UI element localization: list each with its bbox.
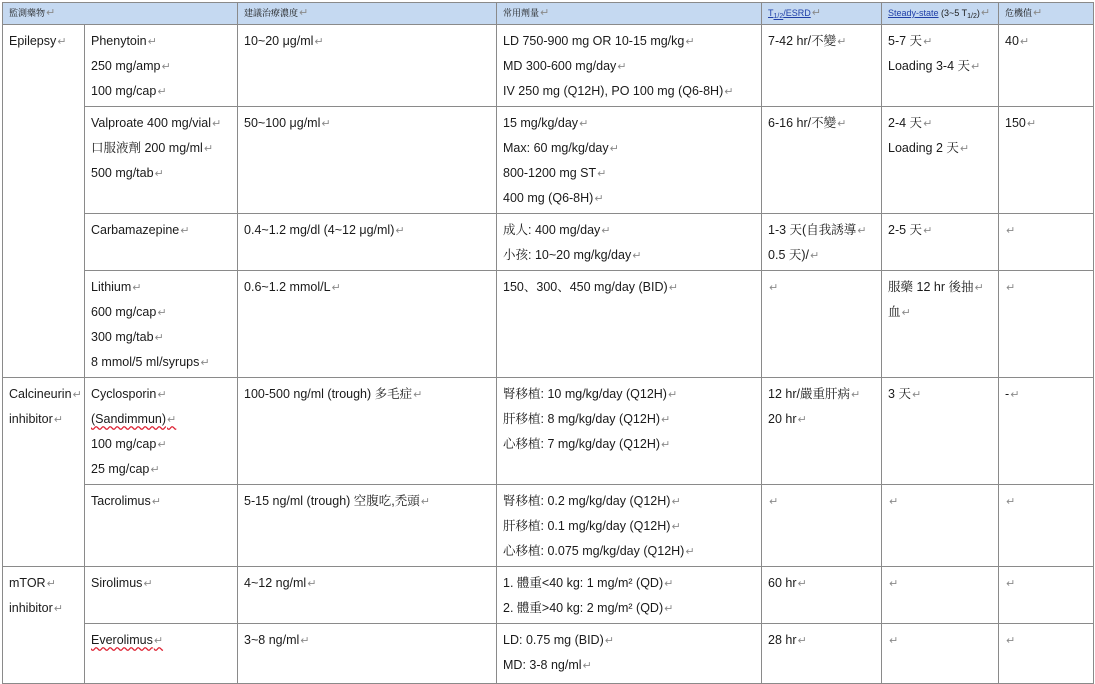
concentration-cell: 10~20 μg/ml↵ — [238, 25, 497, 107]
paragraph-mark: ↵ — [1006, 225, 1016, 237]
paragraph-mark: ↵ — [594, 193, 604, 205]
steady-state-cell: 服藥 12 hr 後抽↵ 血↵ — [882, 271, 999, 378]
steady-state-cell: 2-4 天↵ Loading 2 天↵ — [882, 107, 999, 214]
paragraph-mark: ↵ — [1006, 282, 1016, 294]
half-life-cell: 1-3 天(自我誘導↵ 0.5 天)/↵ — [762, 214, 882, 271]
steady-state-cell: 5-7 天↵ Loading 3-4 天↵ — [882, 25, 999, 107]
paragraph-mark: ↵ — [901, 307, 911, 319]
dose-cell: LD 750-900 mg OR 10-15 mg/kg↵ MD 300-600 mg/day↵ IV 250 mg (Q12H), PO 100 mg (Q6-8H)↵ — [497, 25, 762, 107]
paragraph-mark: ↵ — [395, 225, 405, 237]
paragraph-mark: ↵ — [147, 36, 157, 48]
paragraph-mark: ↵ — [601, 225, 611, 237]
steady-state-cell: 3 天↵ — [882, 378, 999, 485]
paragraph-mark: ↵ — [180, 225, 190, 237]
table-row — [3, 567, 1094, 624]
paragraph-mark: ↵ — [413, 389, 423, 401]
paragraph-mark: ↵ — [150, 464, 160, 476]
half-life-cell: 7-42 hr/不變↵ — [762, 25, 882, 107]
table-row — [3, 25, 1094, 107]
paragraph-mark: ↵ — [157, 439, 167, 451]
dose-cell: 腎移植: 0.2 mg/kg/day (Q12H)↵ 肝移植: 0.1 mg/kg/day (Q12H)↵ 心移植: 0.075 mg/kg/day (Q12H)↵ — [497, 485, 762, 567]
table-row — [3, 485, 1094, 567]
paragraph-mark: ↵ — [632, 250, 642, 262]
concentration-cell: 0.6~1.2 mmol/L↵ — [238, 271, 497, 378]
drug-cell: Everolimus↵ — [85, 624, 238, 684]
table-row — [3, 378, 1094, 485]
paragraph-mark: ↵ — [582, 660, 592, 672]
group-label: Epilepsy↵ — [9, 34, 67, 48]
paragraph-mark: ↵ — [143, 578, 153, 590]
critical-value-cell: 40↵ — [999, 25, 1094, 107]
tdm-table — [2, 2, 1094, 684]
paragraph-mark: ↵ — [331, 282, 341, 294]
group-label: inhibitor↵ — [9, 601, 63, 615]
group-calcineurin — [3, 378, 85, 567]
steady-state-cell — [882, 624, 999, 684]
paragraph-mark: ↵ — [321, 118, 331, 130]
header-dose: 常用劑量↵ — [497, 3, 762, 25]
table-row — [3, 271, 1094, 378]
half-life-cell — [762, 271, 882, 378]
paragraph-mark: ↵ — [923, 118, 933, 130]
drug-cell: Valproate 400 mg/vial↵ 口服液劑 200 mg/ml↵ 500 mg/tab↵ — [85, 107, 238, 214]
paragraph-mark: ↵ — [157, 86, 167, 98]
paragraph-mark: ↵ — [609, 143, 619, 155]
drug-cell: Tacrolimus↵ — [85, 485, 238, 567]
critical-value-cell — [999, 485, 1094, 567]
paragraph-mark: ↵ — [837, 118, 847, 130]
paragraph-mark: ↵ — [667, 389, 678, 401]
paragraph-mark: ↵ — [889, 635, 899, 647]
steady-state-cell — [882, 567, 999, 624]
paragraph-mark: ↵ — [664, 578, 674, 590]
paragraph-mark: ↵ — [617, 61, 627, 73]
dose-cell: 腎移植: 10 mg/kg/day (Q12H)↵ 肝移植: 8 mg/kg/day (Q12H)↵ 心移植: 7 mg/kg/day (Q12H)↵ — [497, 378, 762, 485]
paragraph-mark: ↵ — [685, 36, 695, 48]
paragraph-mark: ↵ — [850, 389, 861, 401]
paragraph-mark: ↵ — [157, 389, 167, 401]
paragraph-mark: ↵ — [200, 357, 210, 369]
half-life-cell: 6-16 hr/不變↵ — [762, 107, 882, 214]
paragraph-mark: ↵ — [769, 282, 779, 294]
paragraph-mark: ↵ — [661, 439, 671, 451]
dose-cell: 1. 體重<40 kg: 1 mg/m² (QD)↵ 2. 體重>40 kg: 2 mg/m² (QD)↵ — [497, 567, 762, 624]
paragraph-mark: ↵ — [959, 143, 970, 155]
paragraph-mark: ↵ — [671, 521, 681, 533]
paragraph-mark: ↵ — [664, 603, 674, 615]
paragraph-mark: ↵ — [579, 118, 589, 130]
half-life-cell — [762, 485, 882, 567]
paragraph-mark: ↵ — [57, 36, 67, 48]
header-steady-state: Steady-state (3~5 $T_{1/2})↵$ — [882, 3, 999, 25]
steady-state-cell: 2-5 天↵ — [882, 214, 999, 271]
half-life-cell: 60 hr↵ — [762, 567, 882, 624]
paragraph-mark: ↵ — [154, 332, 164, 344]
table-row — [3, 107, 1094, 214]
paragraph-mark: ↵ — [1019, 36, 1030, 48]
paragraph-mark: ↵ — [857, 225, 867, 237]
paragraph-mark: ↵ — [167, 414, 177, 426]
paragraph-mark: ↵ — [889, 496, 899, 508]
paragraph-mark: ↵ — [769, 496, 779, 508]
paragraph-mark: ↵ — [154, 168, 164, 180]
paragraph-mark: ↵ — [671, 496, 681, 508]
paragraph-mark: ↵ — [797, 414, 807, 426]
paragraph-mark: ↵ — [203, 143, 214, 155]
paragraph-mark: ↵ — [923, 36, 933, 48]
steady-state-cell — [882, 485, 999, 567]
concentration-cell: 0.4~1.2 mg/dl (4~12 μg/ml)↵ — [238, 214, 497, 271]
paragraph-mark: ↵ — [685, 546, 695, 558]
paragraph-mark: ↵ — [157, 307, 167, 319]
header-concentration: 建議治療濃度↵ — [238, 3, 497, 25]
table-row — [3, 624, 1094, 684]
paragraph-mark: ↵ — [211, 118, 222, 130]
paragraph-mark: ↵ — [597, 168, 607, 180]
critical-value-cell: 150↵ — [999, 107, 1094, 214]
critical-value-cell — [999, 271, 1094, 378]
paragraph-mark: ↵ — [923, 225, 933, 237]
critical-value-cell — [999, 567, 1094, 624]
concentration-cell: 50~100 μg/ml↵ — [238, 107, 497, 214]
concentration-cell: 3~8 ng/ml↵ — [238, 624, 497, 684]
paragraph-mark: ↵ — [72, 389, 82, 401]
paragraph-mark: ↵ — [300, 635, 310, 647]
group-mtor — [3, 567, 85, 684]
paragraph-mark: ↵ — [161, 61, 171, 73]
group-epilepsy — [3, 25, 85, 378]
concentration-cell: 4~12 ng/ml↵ — [238, 567, 497, 624]
paragraph-mark: ↵ — [724, 86, 734, 98]
table-row — [3, 214, 1094, 271]
concentration-cell: 100-500 ng/ml (trough) 多毛症↵ — [238, 378, 497, 485]
paragraph-mark: ↵ — [889, 578, 899, 590]
dose-cell: 15 mg/kg/day↵ Max: 60 mg/kg/day↵ 800-1200 mg ST↵ 400 mg (Q6-8H)↵ — [497, 107, 762, 214]
group-label: mTOR↵ — [9, 576, 56, 590]
critical-value-cell — [999, 214, 1094, 271]
paragraph-mark: ↵ — [1006, 635, 1016, 647]
paragraph-mark: ↵ — [837, 36, 847, 48]
paragraph-mark: ↵ — [604, 635, 614, 647]
paragraph-mark: ↵ — [911, 389, 922, 401]
paragraph-mark: ↵ — [1026, 118, 1037, 130]
group-label: Calcineurin↵ — [9, 387, 82, 401]
dose-cell: 成人: 400 mg/day↵ 小孩: 10~20 mg/kg/day↵ — [497, 214, 762, 271]
critical-value-cell: -↵ — [999, 378, 1094, 485]
paragraph-mark: ↵ — [971, 61, 981, 73]
half-life-cell: 12 hr/嚴重肝病↵ 20 hr↵ — [762, 378, 882, 485]
header-critical-value: 危機值↵ — [999, 3, 1094, 25]
paragraph-mark: ↵ — [1006, 496, 1016, 508]
paragraph-mark: ↵ — [53, 603, 63, 615]
header-drug: 監測藥物↵ — [3, 3, 238, 25]
paragraph-mark: ↵ — [420, 496, 430, 508]
drug-cell: Lithium↵ 600 mg/cap↵ 300 mg/tab↵ 8 mmol/5 ml/syrups↵ — [85, 271, 238, 378]
concentration-cell: 5-15 ng/ml (trough) 空腹吃,禿頭↵ — [238, 485, 497, 567]
header-half-life: $T_{1/2}/ESRD↵$ — [762, 3, 882, 25]
paragraph-mark: ↵ — [46, 578, 56, 590]
drug-cell: Cyclosporin↵ (Sandimmun)↵ 100 mg/cap↵ 25 mg/cap↵ — [85, 378, 238, 485]
group-label: inhibitor↵ — [9, 412, 63, 426]
half-life-cell: 28 hr↵ — [762, 624, 882, 684]
drug-cell: Phenytoin↵ 250 mg/amp↵ 100 mg/cap↵ — [85, 25, 238, 107]
critical-value-cell — [999, 624, 1094, 684]
paragraph-mark: ↵ — [797, 635, 807, 647]
paragraph-mark: ↵ — [810, 250, 820, 262]
paragraph-mark: ↵ — [661, 414, 671, 426]
paragraph-mark: ↵ — [974, 282, 984, 294]
dose-cell: LD: 0.75 mg (BID)↵ MD: 3-8 ng/ml↵ — [497, 624, 762, 684]
paragraph-mark: ↵ — [151, 496, 161, 508]
paragraph-mark: ↵ — [1010, 389, 1020, 401]
drug-cell: Sirolimus↵ — [85, 567, 238, 624]
paragraph-mark: ↵ — [153, 635, 164, 647]
dose-cell: 150、300、450 mg/day (BID)↵ — [497, 271, 762, 378]
paragraph-mark: ↵ — [1006, 578, 1016, 590]
paragraph-mark: ↵ — [132, 282, 142, 294]
header-row — [3, 3, 1094, 25]
paragraph-mark: ↵ — [314, 36, 324, 48]
drug-cell: Carbamazepine↵ — [85, 214, 238, 271]
paragraph-mark: ↵ — [53, 414, 63, 426]
paragraph-mark: ↵ — [307, 578, 317, 590]
paragraph-mark: ↵ — [797, 578, 807, 590]
paragraph-mark: ↵ — [668, 282, 678, 294]
